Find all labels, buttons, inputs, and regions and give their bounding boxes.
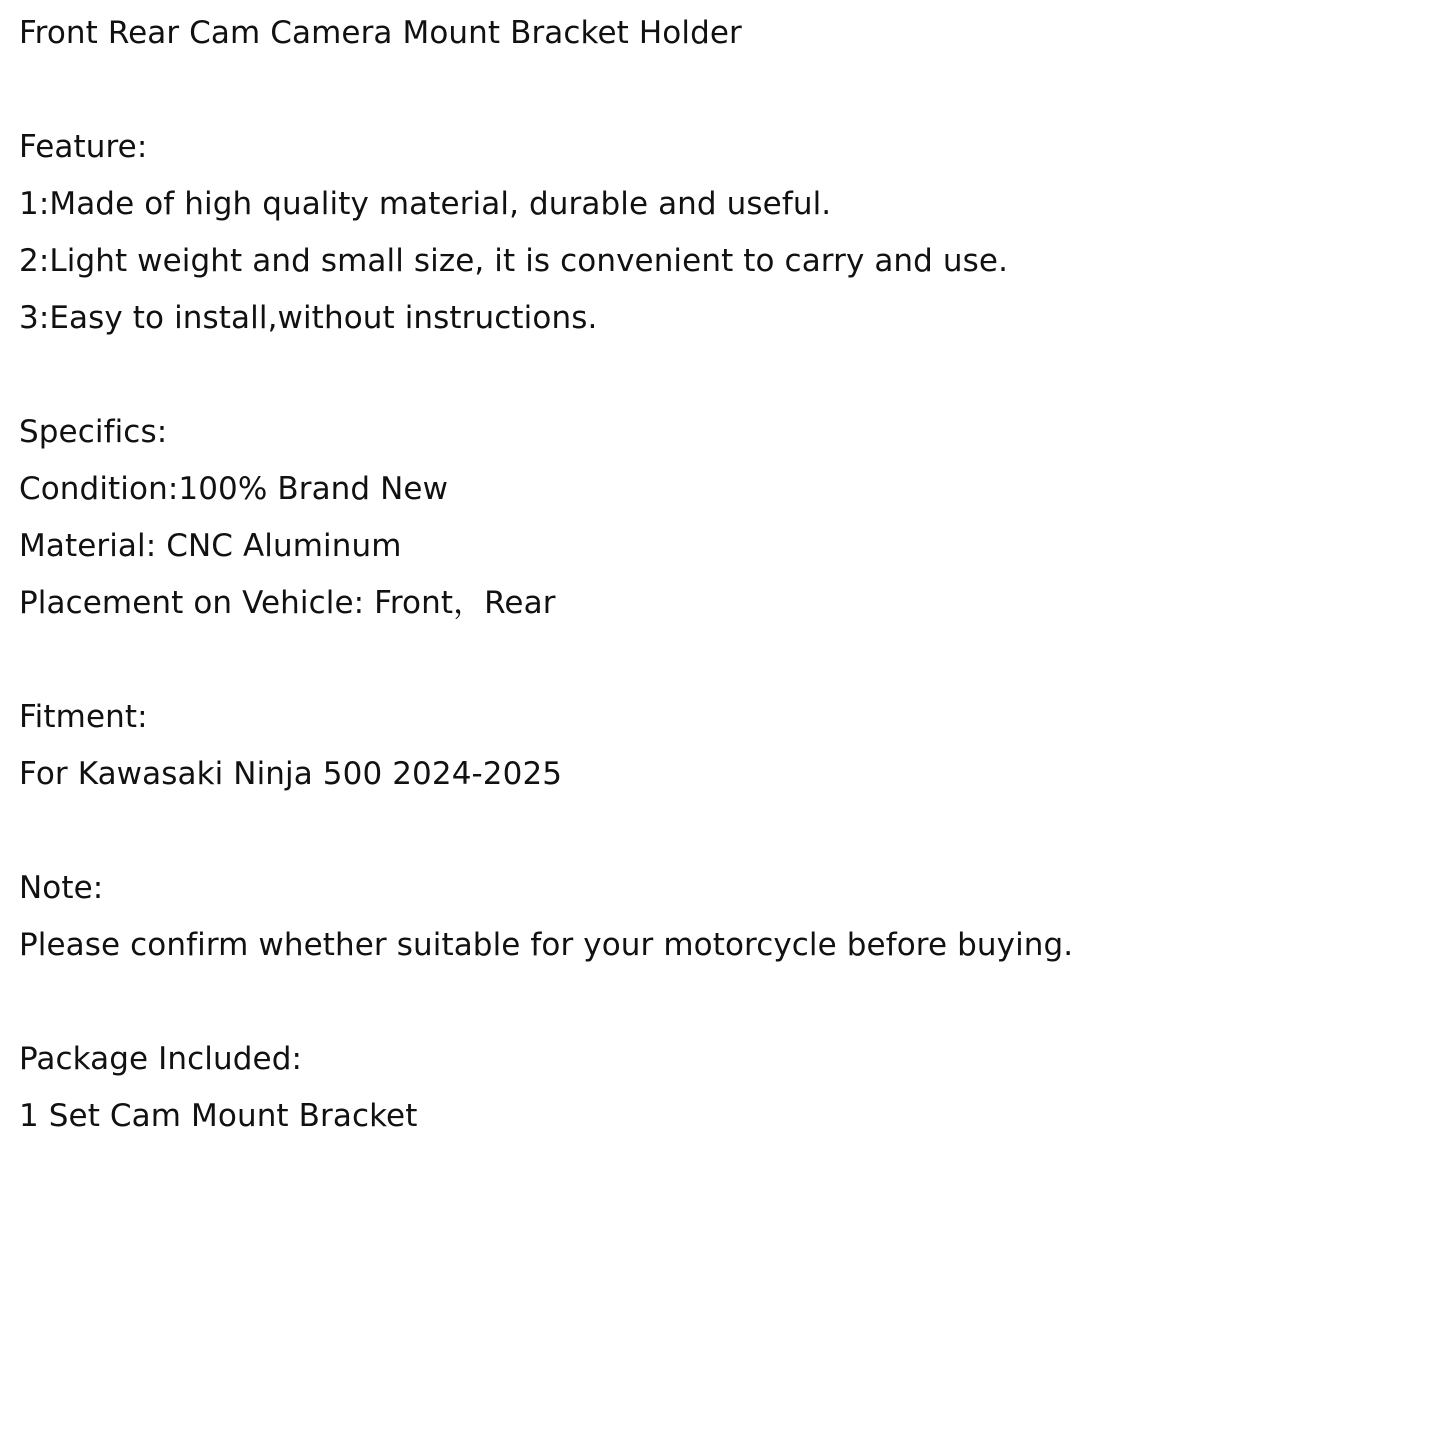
spacer: [19, 977, 1419, 1034]
note-text: Please confirm whether suitable for your motorcycle before buying.: [19, 927, 1074, 963]
specifics-heading: Specifics:: [19, 414, 168, 450]
spacer: [19, 65, 1419, 122]
package-contents: 1 Set Cam Mount Bracket: [19, 1098, 418, 1134]
spacer: [19, 635, 1419, 692]
spacer: [19, 806, 1419, 863]
package-heading: Package Included:: [19, 1041, 303, 1077]
note-heading: Note:: [19, 870, 104, 906]
spec-placement: Placement on Vehicle: Front，Rear: [19, 585, 556, 621]
product-title: Front Rear Cam Camera Mount Bracket Holder: [19, 15, 742, 51]
spacer: [19, 350, 1419, 407]
feature-heading: Feature:: [19, 129, 148, 165]
feature-item: 1:Made of high quality material, durable and useful.: [19, 186, 832, 222]
spec-condition: Condition:100% Brand New: [19, 471, 449, 507]
feature-item: 2:Light weight and small size, it is convenient to carry and use.: [19, 243, 1009, 279]
spec-material: Material: CNC Aluminum: [19, 528, 402, 564]
feature-item: 3:Easy to install,without instructions.: [19, 300, 598, 336]
fitment-heading: Fitment:: [19, 699, 148, 735]
product-description: [19, 8, 1419, 1148]
fitment-vehicle: For Kawasaki Ninja 500 2024-2025: [19, 756, 563, 792]
